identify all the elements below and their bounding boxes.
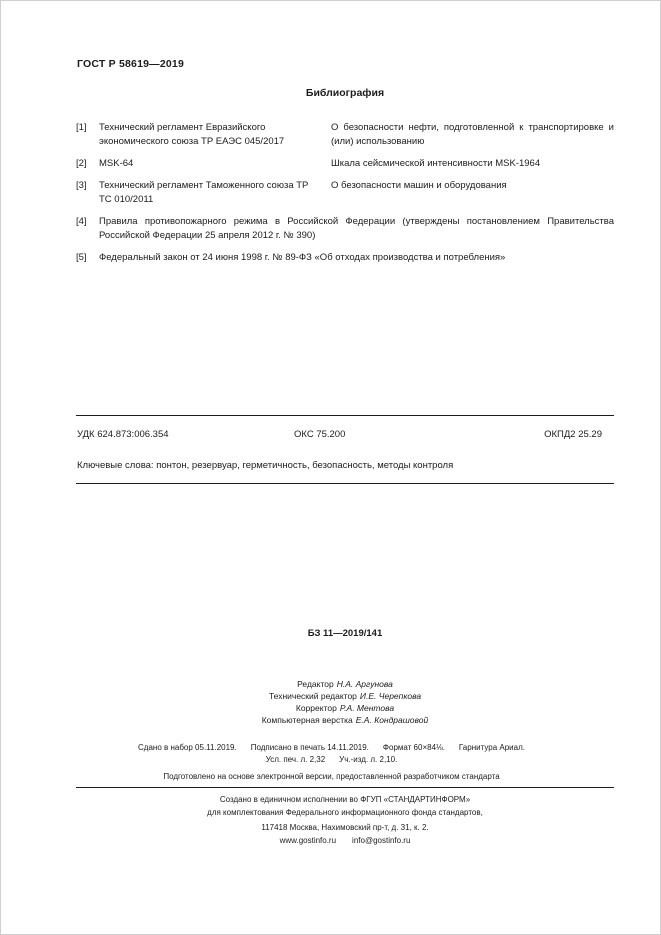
entry-reference: Технический регламент Евразийского экономического союза ТР ЕАЭС 045/2017 — [99, 122, 285, 147]
publisher-address: 117418 Москва, Нахимовский пр-т, д. 31, к. 2. — [261, 823, 429, 832]
udk-code: УДК 624.873:006.354 — [77, 429, 169, 440]
bibliography-list — [76, 121, 614, 273]
print-details — [41, 742, 622, 766]
print-typeface: Гарнитура Ариал. — [458, 743, 525, 752]
okpd2-code: ОКПД2 25.29 — [544, 429, 602, 440]
entry-number: [2] — [76, 158, 87, 169]
credit-label: Технический редактор — [268, 691, 357, 701]
page-title: Библиография — [305, 87, 385, 99]
bz-mark: БЗ 11—2019/141 — [307, 628, 383, 639]
entry-description: О безопасности машин и оборудования — [331, 180, 507, 191]
print-typeset-date: Сдано в набор 05.11.2019. — [138, 743, 237, 752]
publisher-contacts — [76, 834, 614, 847]
entry-number: [1] — [76, 122, 87, 133]
print-format: Формат 60×84⅛. — [382, 743, 445, 752]
entry-reference: Технический регламент Таможенного союза ТР ТС 010/2011 — [99, 180, 309, 205]
entry-text: Федеральный закон от 24 июня 1998 г. № 89-ФЗ «Об отходах производства и потребления» — [99, 252, 506, 263]
credit-line — [76, 702, 614, 714]
entry-number: [3] — [76, 180, 87, 191]
credit-name: Р.А. Ментова — [339, 703, 395, 713]
bibliography-entry — [76, 121, 614, 149]
credit-name: Е.А. Кондрашовой — [355, 715, 429, 725]
credit-label: Корректор — [295, 703, 337, 713]
print-signed-date: Подписано в печать 14.11.2019. — [250, 743, 369, 752]
print-line-1 — [41, 742, 622, 754]
entry-number: [4] — [76, 216, 87, 227]
print-sheets-publishing: Уч.-изд. л. 2,10. — [339, 755, 398, 764]
publisher-email: info@gostinfo.ru — [352, 836, 411, 845]
credit-line — [76, 690, 614, 702]
entry-reference: MSK-64 — [99, 158, 134, 169]
horizontal-rule-middle — [76, 483, 614, 484]
credit-line — [76, 678, 614, 690]
bibliography-entry — [76, 251, 614, 265]
oks-code: ОКС 75.200 — [294, 429, 346, 440]
entry-text: Правила противопожарного режима в Российской Федерации (утверждены постановлением Правительства Российской Федерации 25 апреля 2012 г. № 390) — [99, 216, 614, 241]
keywords-line: Ключевые слова: понтон, резервуар, герметичность, безопасность, методы контроля — [77, 460, 454, 471]
prepared-note: Подготовлено на основе электронной версии, предоставленной разработчиком стандарта — [163, 772, 500, 781]
horizontal-rule-bottom — [76, 787, 614, 788]
entry-description: Шкала сейсмической интенсивности MSK-1964 — [331, 158, 541, 169]
entry-description: О безопасности нефти, подготовленной к транспортировке и (или) использованию — [331, 122, 614, 147]
credit-line — [76, 714, 614, 726]
publisher-line-2: для комплектования Федерального информационного фонда стандартов, — [207, 808, 483, 817]
credit-name: И.Е. Черепкова — [359, 691, 422, 701]
document-number: ГОСТ Р 58619—2019 — [77, 58, 185, 70]
print-sheets-conditional: Усл. печ. л. 2,32 — [265, 755, 326, 764]
editorial-credits — [76, 678, 614, 726]
bibliography-entry — [76, 215, 614, 243]
entry-number: [5] — [76, 252, 87, 263]
horizontal-rule-top — [76, 415, 614, 416]
credit-name: Н.А. Аргунова — [336, 679, 393, 689]
bibliography-entry — [76, 157, 614, 171]
print-line-2 — [41, 754, 622, 766]
publisher-line-1: Создано в единичном исполнении во ФГУП «СТАНДАРТИНФОРМ» — [219, 795, 471, 804]
credit-label: Редактор — [297, 679, 334, 689]
publisher-website: www.gostinfo.ru — [279, 836, 337, 845]
bibliography-entry — [76, 179, 614, 207]
publisher-footer — [76, 793, 614, 847]
credit-label: Компьютерная верстка — [261, 715, 353, 725]
